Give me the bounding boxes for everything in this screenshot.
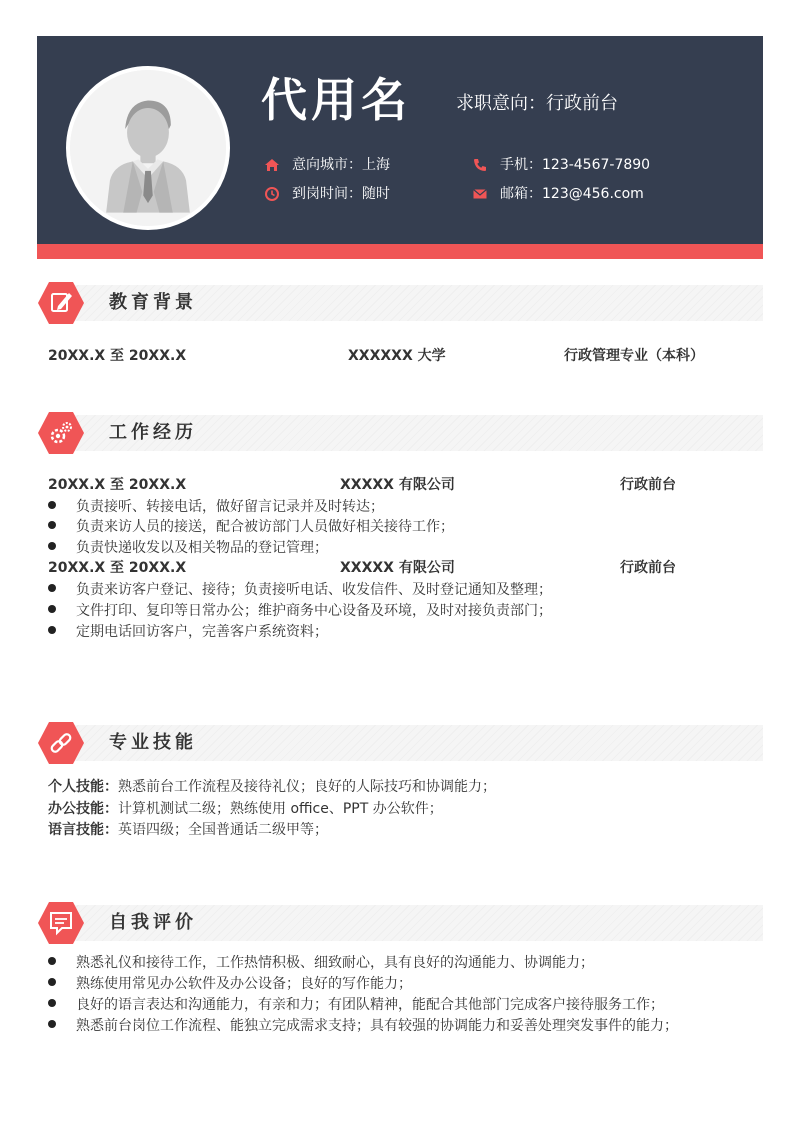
evaluation-text: 熟悉礼仪和接待工作，工作热情积极、细致耐心，具有良好的沟通能力、协调能力； [76,955,594,971]
arrival-info [264,185,390,203]
list-item [48,497,384,517]
skill-label: 语言技能： [48,822,118,838]
list-item [48,1016,678,1036]
list-item [48,995,664,1015]
mail-icon [472,186,488,202]
avatar [66,66,230,230]
education-school: XXXXXX 大学 [348,348,446,364]
section-title: 自我评价 [109,912,197,933]
phone-info [472,156,650,174]
skill-row [48,777,496,797]
evaluation-text: 良好的语言表达和沟通能力，有亲和力；有团队精神，能配合其他部门完成客户接待服务工作； [76,997,664,1013]
job-period: 20XX.X 至 20XX.X [48,560,187,576]
section-title: 工作经历 [109,422,197,443]
bullet-dot [48,501,56,509]
duty-text: 负责来访客户登记、接待；负责接听电话、收发信件、及时登记通知及整理； [76,582,552,598]
phone-icon [472,157,488,173]
section-title: 教育背景 [109,292,197,313]
gear-icon [37,411,85,455]
education-period: 20XX.X 至 20XX.X [48,348,187,364]
duty-text: 负责快递收发以及相关物品的登记管理； [76,540,328,556]
home-icon [264,157,280,173]
skills-section-header [37,721,763,765]
list-item [48,538,328,558]
list-item [48,580,552,600]
skill-text: 英语四级；全国普通话二级甲等； [118,822,328,838]
list-item [48,601,552,621]
message-icon [37,901,85,945]
bullet-dot [48,584,56,592]
education-major: 行政管理专业（本科） [564,348,704,364]
header-accent-bar [37,244,763,259]
evaluation-text: 熟悉前台岗位工作流程、能独立完成需求支持；具有较强的协调能力和妥善处理突发事件的能力； [76,1018,678,1034]
bullet-dot [48,978,56,986]
person-icon [70,70,226,226]
duty-text: 负责接听、转接电话，做好留言记录并及时转达； [76,499,384,515]
skill-text: 熟悉前台工作流程及接待礼仪；良好的人际技巧和协调能力； [118,779,496,795]
link-icon [37,721,85,765]
self-section-header [37,901,763,945]
job-position: 行政前台 [620,560,676,576]
duty-text: 负责来访人员的接送，配合被访部门人员做好相关接待工作； [76,519,454,535]
duty-text: 定期电话回访客户，完善客户系统资料； [76,624,328,640]
skill-row [48,820,328,840]
email-text: 邮箱：123@456.com [500,186,644,202]
clock-icon [264,186,280,202]
city-text: 意向城市：上海 [292,157,390,173]
section-title: 专业技能 [109,732,197,753]
bullet-dot [48,1020,56,1028]
education-section-header [37,281,763,325]
city-info [264,156,390,174]
work-section-header [37,411,763,455]
bullet-dot [48,605,56,613]
job-position: 行政前台 [620,477,676,493]
skill-text: 计算机测试二级；熟练使用 office、PPT 办公软件； [118,801,443,817]
bullet-dot [48,999,56,1007]
list-item [48,953,594,973]
candidate-name: 代用名 [261,73,411,127]
skill-label: 个人技能： [48,779,118,795]
list-item [48,974,412,994]
skill-label: 办公技能： [48,801,118,817]
phone-text: 手机：123-4567-7890 [500,157,651,173]
bullet-dot [48,542,56,550]
email-info [472,185,644,203]
edit-icon [37,281,85,325]
job-company: XXXXX 有限公司 [340,560,455,576]
job-period: 20XX.X 至 20XX.X [48,477,187,493]
bullet-dot [48,626,56,634]
skill-row [48,799,443,819]
job-intent: 求职意向：行政前台 [456,93,618,114]
bullet-dot [48,521,56,529]
list-item [48,622,328,642]
list-item [48,517,454,537]
bullet-dot [48,957,56,965]
job-company: XXXXX 有限公司 [340,477,455,493]
arrival-text: 到岗时间：随时 [292,186,390,202]
duty-text: 文件打印、复印等日常办公；维护商务中心设备及环境，及时对接负责部门； [76,603,552,619]
evaluation-text: 熟练使用常见办公软件及办公设备；良好的写作能力； [76,976,412,992]
